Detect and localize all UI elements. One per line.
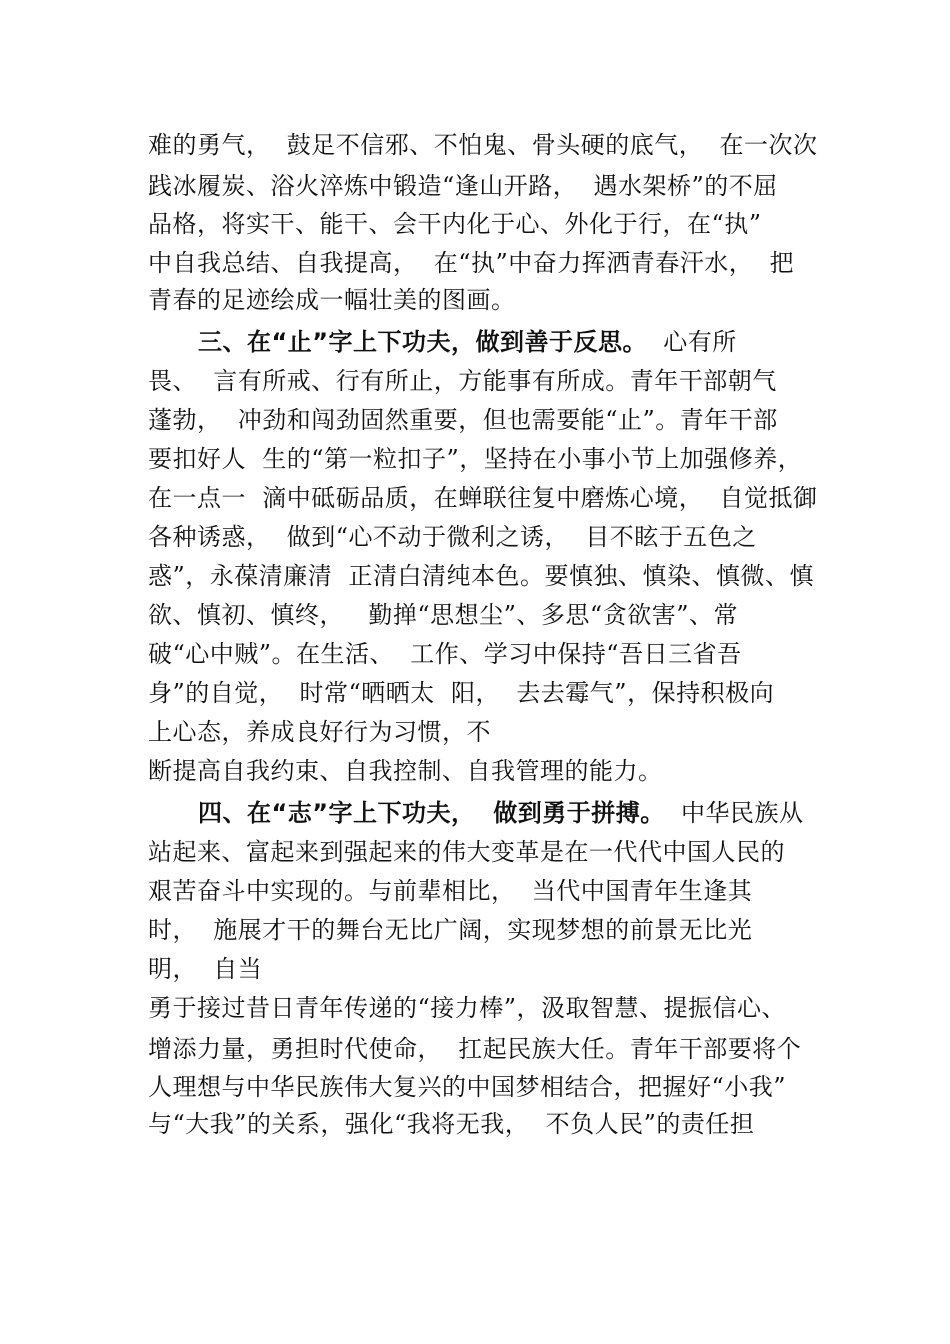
text-line: 时， 施展才干的舞台无比广阔，实现梦想的前景无比光 bbox=[148, 916, 753, 944]
section-3-heading: 三、在“止”字上下功夫，做到善于反思。 bbox=[198, 328, 648, 356]
text-line: 欲、慎初、慎终， 勤掸“思想尘”、多思“贪欲害”、常 bbox=[148, 601, 738, 629]
text-line: 要扣好人 生的“第一粒扣子”，坚持在小事小节上加强修养， bbox=[148, 445, 803, 473]
section-4-heading: 四、在“志”字上下功夫， 做到勇于拼搏。 bbox=[198, 799, 665, 827]
text-line: 践冰履炭、浴火淬炼中锻造“逢山开路， 遇水架桥”的不屈 bbox=[148, 172, 778, 200]
text-line: 蓬勃， 冲劲和闯劲固然重要，但也需要能“止”。青年干部 bbox=[148, 406, 778, 434]
section-3-heading-tail: 心有所 bbox=[647, 328, 737, 356]
text-line: 各种诱惑， 做到“心不动于微利之诱， 目不眩于五色之 bbox=[148, 523, 757, 551]
text-line: 破“心中贼”。在生活、 工作、学习中保持“吾日三省吾 bbox=[148, 640, 742, 668]
text-line: 与“大我”的关系，强化“我将无我， 不负人民”的责任担 bbox=[148, 1110, 755, 1138]
section-3-heading-line bbox=[198, 327, 737, 357]
text-line: 在一点一 滴中砥砺品质，在蝉联往复中磨炼心境， 自觉抵御 bbox=[148, 484, 818, 512]
section-4-heading-line bbox=[198, 798, 804, 828]
text-line: 畏、 言有所戒、行有所止，方能事有所成。青年干部朝气 bbox=[148, 367, 777, 395]
text-line: 品格，将实干、能干、会干内化于心、外化于行，在“执” bbox=[148, 210, 762, 238]
text-line: 明， 自当 bbox=[148, 955, 263, 983]
text-line: 勇于接过昔日青年传递的“接力棒”，汲取智慧、提振信心、 bbox=[148, 994, 787, 1022]
text-line: 艰苦奋斗中实现的。与前辈相比， 当代中国青年生逢其 bbox=[148, 877, 753, 905]
text-line: 断提高自我约束、自我控制、自我管理的能力。 bbox=[148, 757, 663, 785]
text-line: 人理想与中华民族伟大复兴的中国梦相结合，把握好“小我” bbox=[148, 1073, 787, 1101]
text-line: 难的勇气， 鼓足不信邪、不怕鬼、骨头硬的底气， 在一次次 bbox=[148, 131, 818, 159]
text-line: 中自我总结、自我提高， 在“执”中奋力挥洒青春汗水， 把 bbox=[148, 249, 795, 277]
section-4-heading-tail: 中华民族从 bbox=[664, 799, 804, 827]
text-line: 上心态，养成良好行为习惯，不 bbox=[148, 718, 491, 746]
text-line: 惑”，永葆清廉清 正清白清纯本色。要慎独、慎染、慎微、慎 bbox=[148, 562, 815, 590]
text-line: 身”的自觉， 时常“晒晒太 阳， 去去霉气”，保持积极向 bbox=[148, 679, 775, 707]
text-line: 青春的足迹绘成一幅壮美的图画。 bbox=[148, 286, 516, 314]
text-line: 增添力量，勇担时代使命， 扛起民族大任。青年干部要将个 bbox=[148, 1035, 802, 1063]
text-line: 站起来、富起来到强起来的伟大变革是在一代代中国人民的 bbox=[148, 838, 785, 866]
